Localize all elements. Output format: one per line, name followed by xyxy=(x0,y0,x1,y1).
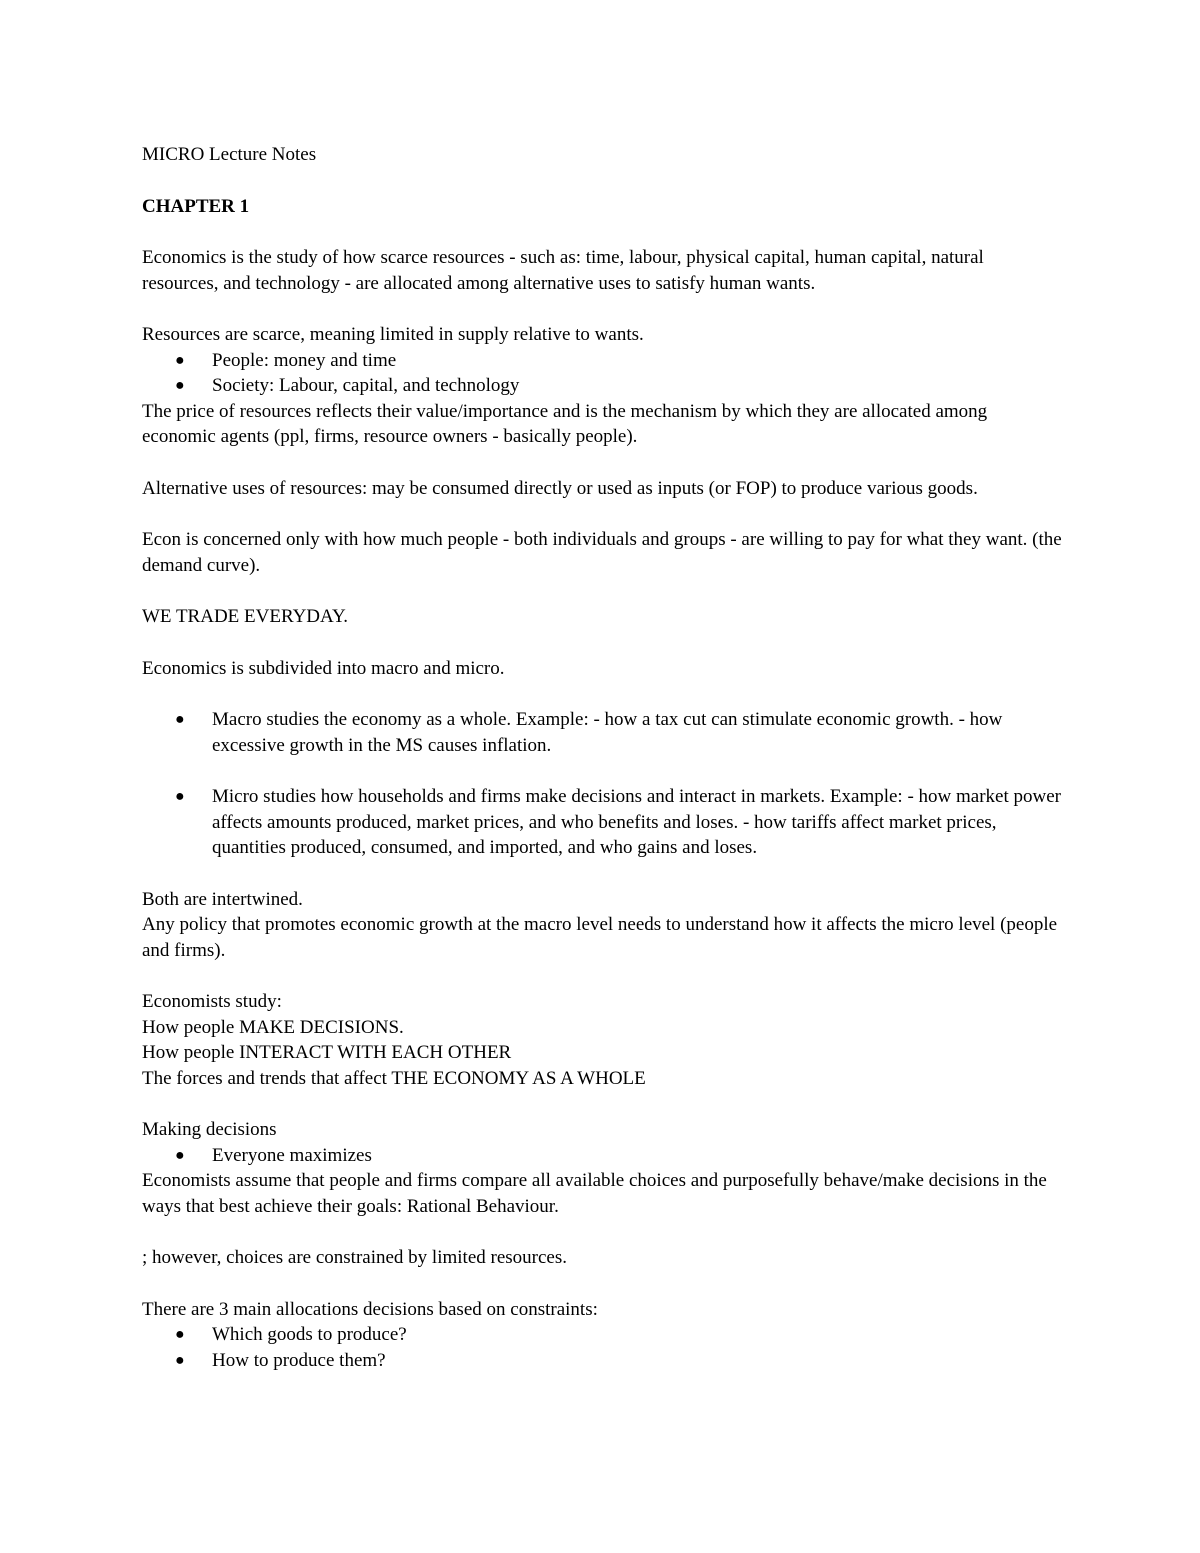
list-item: ● People: money and time xyxy=(142,348,1062,374)
paragraph-alternative-uses: Alternative uses of resources: may be consumed directly or used as inputs (or FOP) to produce various goods. xyxy=(142,477,978,499)
paragraph-constrained: ; however, choices are constrained by limited resources. xyxy=(142,1247,567,1268)
bullet-icon: ● xyxy=(175,351,185,369)
spacer xyxy=(142,1091,1062,1117)
bullet-icon: ● xyxy=(175,788,185,805)
making-decisions-bullet-list xyxy=(142,1143,1062,1169)
paragraph-intertwined: Both are intertwined. xyxy=(142,888,303,910)
spacer xyxy=(142,219,1062,245)
list-item: ● Everyone maximizes xyxy=(142,1143,1062,1169)
chapter-heading: CHAPTER 1 xyxy=(142,195,250,217)
bullet-icon: ● xyxy=(175,1351,185,1369)
paragraph-rational-behaviour: Economists assume that people and firms compare all available choices and purposefully behave/make decisions in the ways that best achieve their goals: Rational Behaviour. xyxy=(142,1170,1047,1217)
economists-study-line: How people INTERACT WITH EACH OTHER xyxy=(142,1042,512,1063)
economists-study-line: How people MAKE DECISIONS. xyxy=(142,1016,404,1038)
paragraph-demand-curve: Econ is concerned only with how much people - both individuals and groups - are willing to pay for what they want. (the demand curve). xyxy=(142,529,1062,576)
spacer xyxy=(142,578,1062,604)
spacer xyxy=(142,450,1062,476)
macro-bullet-list xyxy=(142,707,1062,758)
document-page xyxy=(142,142,1062,1373)
paragraph-economics-definition: Economics is the study of how scarce resources - such as: time, labour, physical capital, human capital, natural resources, and technology - are allocated among alternative uses to satisfy human wants. xyxy=(142,247,984,294)
spacer xyxy=(142,1271,1062,1297)
economists-study-line: The forces and trends that affect THE ECONOMY AS A WHOLE xyxy=(142,1067,646,1089)
paragraph-price-mechanism: The price of resources reflects their value/importance and is the mechanism by which they are allocated among economic agents (ppl, firms, resource owners - basically people). xyxy=(142,400,988,447)
list-item: ● Society: Labour, capital, and technology xyxy=(142,373,1062,399)
bullet-icon: ● xyxy=(175,711,185,728)
spacer xyxy=(142,168,1062,194)
list-item: ● Micro studies how households and firms make decisions and interact in markets. Example: - how market power affects amounts produced, market prices, and who benefits and loses. - how tariffs affect market prices, quantities produced, consumed, and imported, and who gains and loses. xyxy=(175,786,1061,858)
spacer xyxy=(142,963,1062,989)
spacer xyxy=(142,861,1062,887)
bullet-icon: ● xyxy=(175,1326,185,1343)
spacer xyxy=(142,296,1062,322)
spacer xyxy=(142,630,1062,656)
paragraph-allocations: There are 3 main allocations decisions based on constraints: xyxy=(142,1298,598,1320)
paragraph-policy: Any policy that promotes economic growth at the macro level needs to understand how it affects the micro level (people and firms). xyxy=(142,914,1058,961)
making-decisions-heading: Making decisions xyxy=(142,1119,277,1140)
spacer xyxy=(142,681,1062,707)
paragraph-trade: WE TRADE EVERYDAY. xyxy=(142,606,349,627)
micro-bullet-list xyxy=(142,784,1062,861)
list-item: ● How to produce them? xyxy=(142,1348,1062,1374)
document-title: MICRO Lecture Notes xyxy=(142,144,317,165)
bullet-icon: ● xyxy=(175,377,185,394)
economists-study-heading: Economists study: xyxy=(142,991,282,1012)
paragraph-subdivided: Economics is subdivided into macro and micro. xyxy=(142,657,505,679)
bullet-icon: ● xyxy=(175,1146,185,1164)
list-item: ● Which goods to produce? xyxy=(142,1322,1062,1348)
paragraph-resources-scarce: Resources are scarce, meaning limited in supply relative to wants. xyxy=(142,324,644,345)
list-item: ● Macro studies the economy as a whole. Example: - how a tax cut can stimulate economic growth. - how excessive growth in the MS causes inflation. xyxy=(175,709,1003,756)
spacer xyxy=(142,501,1062,527)
spacer xyxy=(142,758,1062,784)
scarce-bullet-list xyxy=(142,348,1062,399)
spacer xyxy=(142,1219,1062,1245)
allocation-bullet-list xyxy=(142,1322,1062,1373)
